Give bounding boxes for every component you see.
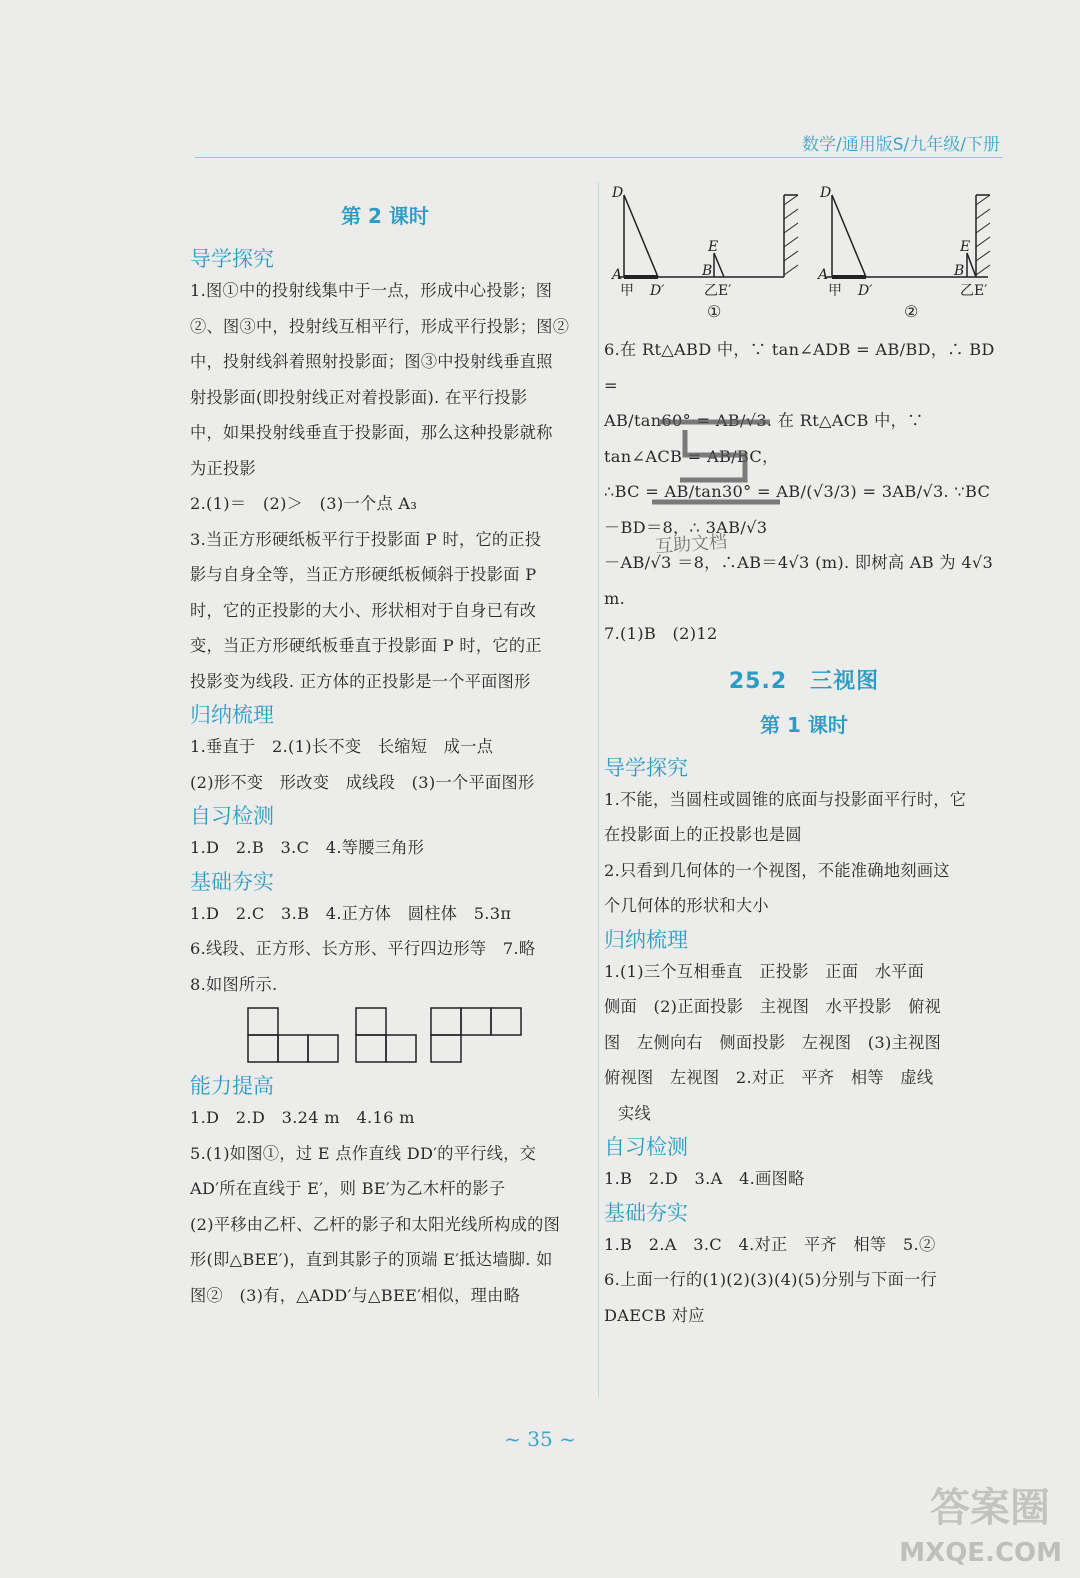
lesson-heading: 第 1 课时 [760,712,848,737]
text-line: 射投影面(即投射线正对着投影面). 在平行投影 [190,387,528,407]
three-views-figure [190,1006,580,1064]
text-line: (2)形不变 形改变 成线段 (3)一个平面图形 [190,772,535,792]
page-number: ~ 35 ~ [504,1427,576,1451]
text-line: 1.图①中的投射线集中于一点，形成中心投影；图 [190,281,553,300]
text-block [604,332,1004,616]
text-block [190,729,580,800]
text-line: 1.D 2.C 3.B 4.正方体 圆柱体 5.3π [190,903,512,923]
text-line: 1.D 2.D 3.24 m 4.16 m [190,1108,415,1127]
text-line: 个几何体的形状和大小 [604,896,769,915]
text-line: 2.(1)＝ (2)＞ (3)一个点 A₃ [190,494,418,513]
lesson-heading: 第 2 课时 [341,204,429,228]
label: A [612,267,623,283]
text-line: 侧面 (2)正面投影 主视图 水平投影 俯视 [604,997,942,1016]
text-block [190,830,580,866]
label: D [820,185,832,201]
left-column [190,195,580,1313]
label: D [612,185,624,201]
section-title: 25.2 三视图 [728,668,880,694]
answer-line: 7.(1)B (2)12 [604,624,718,643]
text-line: 为正投影 [190,458,256,478]
section-heading: 自习检测 [190,804,274,828]
header-rule [195,157,1003,158]
text-line: 影与自身全等，当正方形硬纸板倾斜于投影面 P [190,565,537,584]
text-block [190,1100,580,1313]
section-heading: 导学探究 [190,247,274,271]
stamp-text: 互助文档 [654,531,728,558]
label: D′ [650,283,665,299]
text-line: 图 左侧向右 侧面投影 左视图 (3)主视图 [604,1032,942,1052]
text-line: 1.(1)三个互相垂直 正投影 正面 水平面 [604,961,925,981]
section-heading: 基础夯实 [190,869,274,894]
text-line: (2)平移由乙杆、乙杆的影子和太阳光线所构成的图 [190,1214,561,1234]
section-heading: 自习检测 [604,1135,688,1159]
text-block [604,782,1004,924]
text-block [190,273,580,699]
label: E [960,239,971,255]
text-line: AD′所在直线于 E′，则 BE′为乙木杆的影子 [190,1179,506,1198]
text-line: 形(即△BEE′)，直到其影子的顶端 E′抵达墙脚. 如 [190,1250,553,1269]
label: 甲 [828,283,842,299]
text-line: 1.垂直于 2.(1)长不变 长缩短 成一点 [190,737,494,756]
text-line: －AB/√3 ＝8，∴AB＝4√3 (m). 即树高 AB 为 4√3 m. [604,553,994,608]
section-heading: 归纳梳理 [604,927,688,952]
text-line: 俯视图 左视图 2.对正 平齐 相等 虚线 [604,1068,934,1087]
text-line: 时，它的正投影的大小、形状相对于自身已有改 [190,600,537,620]
text-line: 2.只看到几何体的一个视图，不能准确地刻画这 [604,860,950,880]
text-line: 6.在 Rt△ABD 中，∵ tan∠ADB = AB/BD，∴ BD = [604,340,995,395]
text-line: 1.D 2.B 3.C 4.等腰三角形 [190,838,425,857]
label: ① [707,302,722,321]
text-line: 6.上面一行的(1)(2)(3)(4)(5)分别与下面一行 [604,1270,938,1289]
right-column [604,185,1004,1333]
label: A [818,267,829,283]
text-line: 中，如果投射线垂直于投影面，那么这种投影就称 [190,423,553,442]
text-block [604,1161,1004,1197]
label: 乙E′ [704,283,732,299]
text-block [604,1227,1004,1334]
label: E [708,239,719,255]
section-heading: 能力提高 [190,1074,274,1098]
text-line: 投影变为线段. 正方体的正投影是一个平面图形 [190,671,531,691]
text-line: 1.B 2.D 3.A 4.画图略 [604,1169,805,1188]
text-block [604,954,1004,1132]
text-line: 8.如图所示. [190,974,278,994]
text-line: 1.不能，当圆柱或圆锥的底面与投影面平行时，它 [604,789,967,809]
section-heading: 导学探究 [604,755,688,780]
label: 乙E′ [960,283,988,299]
label: ② [904,302,919,321]
text-line: 1.B 2.A 3.C 4.对正 平齐 相等 5.② [604,1234,936,1254]
shadow-figures [604,185,1004,330]
label: B [954,263,965,279]
text-line: 6.线段、正方形、长方形、平行四边形等 7.略 [190,939,536,958]
text-line: 中，投射线斜着照射投影面；图③中投射线垂直照 [190,352,553,371]
text-line: AB/tan60° = AB/√3. 在 Rt△ACB 中，∵ tan∠ACB = AB/BC， [604,411,924,466]
text-line: 变，当正方形硬纸板垂直于投影面 P 时，它的正 [190,636,542,655]
column-divider [598,182,599,1397]
section-heading: 基础夯实 [604,1200,688,1225]
text-line: DAECB 对应 [604,1305,705,1325]
text-block [190,896,580,1003]
label: B [702,263,713,279]
label: D′ [858,283,873,299]
section-heading: 归纳梳理 [190,703,274,727]
text-line: ②、图③中，投射线互相平行，形成平行投影；图② [190,316,570,336]
site-watermark: MXQE.COM [899,1538,1062,1568]
label: 甲 [620,283,634,299]
logo-watermark: 答案圈 [930,1485,1050,1531]
text-line: 3.当正方形硬纸板平行于投影面 P 时，它的正投 [190,529,542,549]
text-line: 图② (3)有，△ADD′与△BEE′相似，理由略 [190,1285,521,1305]
text-line: 实线 [618,1103,651,1123]
text-line: ∴BC = AB/tan30° = AB/(√3/3) = 3AB/√3. ∵BC－BD＝8，∴ 3AB/√3 [604,482,991,537]
text-line: 在投影面上的正投影也是圆 [604,825,802,844]
text-line: 5.(1)如图①，过 E 点作直线 DD′的平行线，交 [190,1143,537,1163]
running-header: 数学/通用版S/九年级/下册 [802,135,1000,155]
